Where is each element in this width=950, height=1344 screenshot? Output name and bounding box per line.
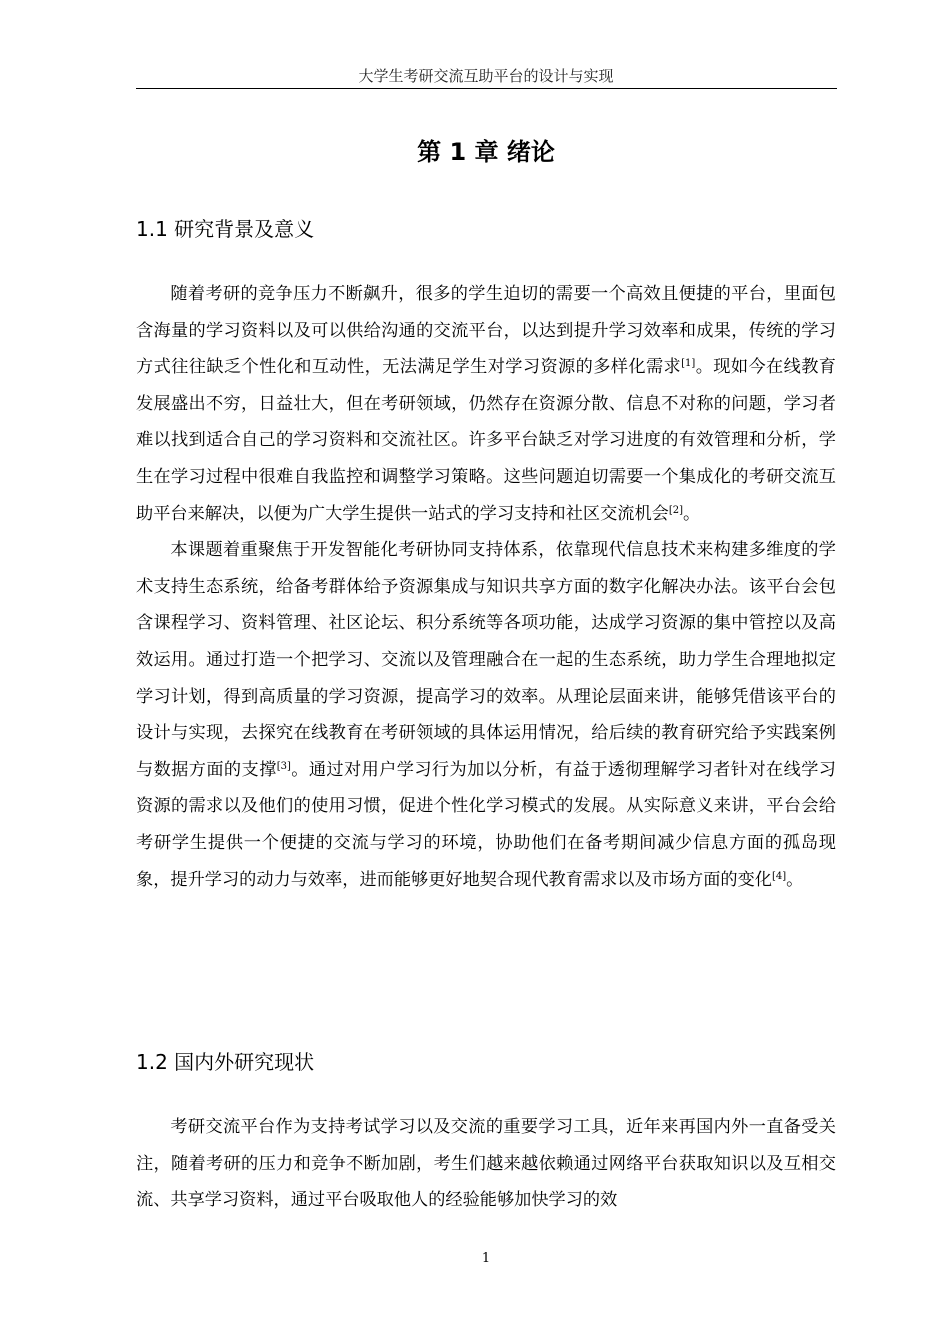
- page-number: 1: [481, 1251, 491, 1266]
- paragraph-text: 。: [683, 503, 701, 524]
- paragraph-text: 本课题着重聚焦于开发智能化考研协同支持体系，依靠现代信息技术来构建多维度的学术支持生态系统，给备考群体给予资源集成与知识共享方面的数字化解决办法。该平台会包含课程学习、资料管理、社区论坛、积分系统等各项功能，达成学习资源的集中管控以及高效运用。通过打造一个把学习、交流以及管理融合在一起的生态系统，助力学生合理地拟定学习计划，得到高质量的学习资源，提高学习的效率。从理论层面来讲，能够凭借该平台的设计与实现，去探究在线教育在考研领域的具体运用情况，给后续的教育研究给予实践案例与数据方面的支撑: [136, 540, 836, 780]
- paragraph-text: 。: [786, 869, 804, 890]
- citation: [1]: [681, 358, 696, 370]
- paragraph: 考研交流平台作为支持考试学习以及交流的重要学习工具，近年来再国内外一直备受关注，随着考研的压力和竞争不断加剧，考生们越来越依赖通过网络平台获取知识以及互相交流、共享学习资料，通过平台吸取他人的经验能够加快学习的效: [136, 1117, 836, 1211]
- section-heading-1-1: 1.1 研究背景及意义: [136, 217, 315, 241]
- paragraph-text: 。通过对用户学习行为加以分析，有益于透彻理解学习者针对在线学习资源的需求以及他们的使用习惯，促进个性化学习模式的发展。从实际意义来讲，平台会给考研学生提供一个便捷的交流与学习的环境，协助他们在备考期间减少信息方面的孤岛现象，提升学习的动力与效率，进而能够更好地契合现代教育需求以及市场方面的变化: [136, 759, 836, 890]
- header-rule: [136, 88, 837, 89]
- paragraph-text: 随着考研的竞争压力不断飙升，很多的学生迫切的需要一个高效且便捷的平台，里面包含海量的学习资料以及可以供给沟通的交流平台，以达到提升学习效率和成果，传统的学习方式往往缺乏个性化和互动性，无法满足学生对学习资源的多样化需求: [136, 284, 836, 378]
- section-1-1-body: [136, 276, 836, 898]
- running-header: 大学生考研交流互助平台的设计与实现: [358, 67, 614, 85]
- citation: [3]: [276, 760, 291, 772]
- paragraph: [136, 276, 836, 532]
- section-1-2-body: [136, 1109, 836, 1219]
- chapter-title: 第 1 章 绪论: [417, 138, 555, 166]
- paragraph-text: 。现如今在线教育发展盛出不穷，日益壮大，但在考研领域，仍然存在资源分散、信息不对称的问题，学习者难以找到适合自己的学习资料和交流社区。许多平台缺乏对学习进度的有效管理和分析，学生在学习过程中很难自我监控和调整学习策略。这些问题迫切需要一个集成化的考研交流互助平台来解决，以便为广大学生提供一站式的学习支持和社区交流机会: [136, 357, 836, 524]
- citation: [2]: [668, 504, 683, 516]
- citation: [4]: [771, 870, 787, 882]
- section-heading-1-2: 1.2 国内外研究现状: [136, 1050, 315, 1074]
- paragraph: [136, 532, 836, 898]
